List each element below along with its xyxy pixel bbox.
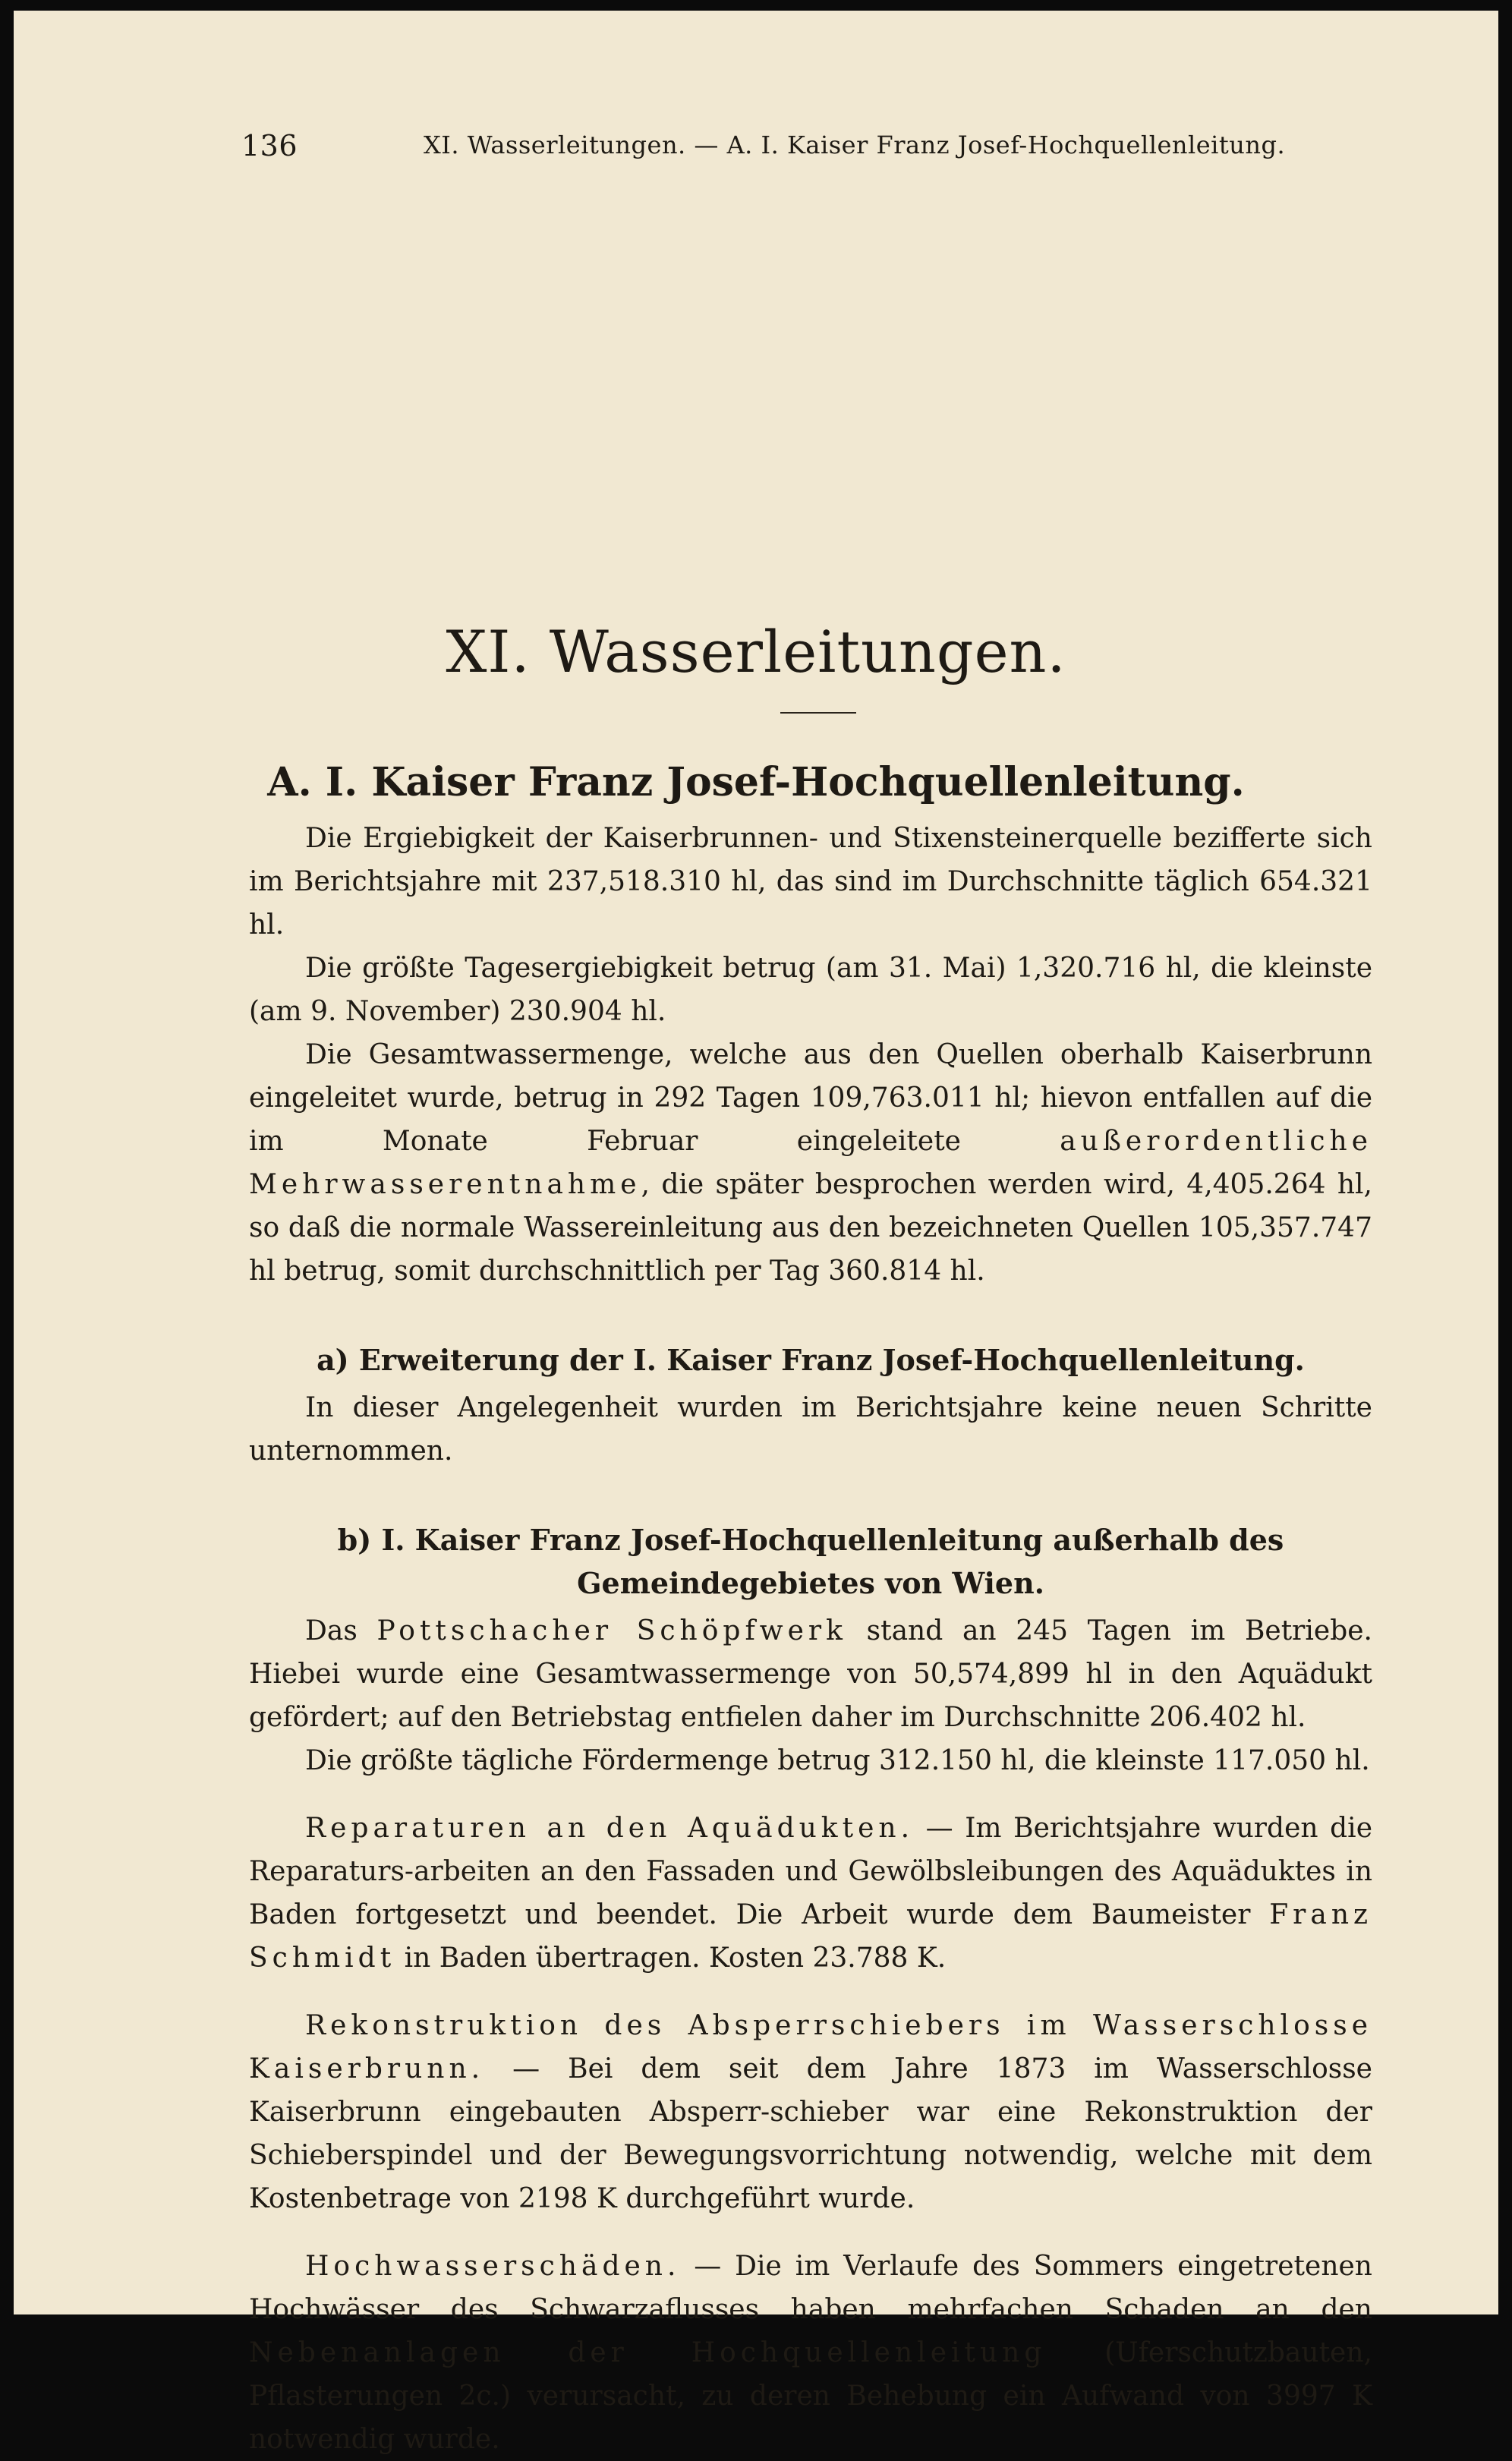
- spaced-text: Reparaturen an den Aquädukten.: [305, 1813, 915, 1844]
- spaced-text: Nebenanlagen der Hochquellenleitung: [249, 2337, 1047, 2368]
- text-run: — Im Berichtsjahre wurden die Reparaturs-arbeiten an den Fassaden und Gewölbsleibungen des Aquäduktes in Baden fortgesetzt und beendet. Die Arbeit wurde dem Baumeister: [249, 1813, 1372, 1930]
- paragraph-expansion: In dieser Angelegenheit wurden im Berichtsjahre keine neuen Schritte unternommen.: [249, 1392, 1372, 1467]
- paragraph-daily-output: Die größte tägliche Fördermenge betrug 312.150 hl, die kleinste 117.050 hl.: [305, 1745, 1370, 1776]
- text-run: Das: [305, 1615, 358, 1646]
- paragraph-pumping: [249, 1609, 1372, 1739]
- text-run: — Die im Verlaufe des Sommers eingetretenen Hochwässer des Schwarzaflusses haben mehrfachen Schaden an den: [249, 2251, 1372, 2325]
- spaced-text: außerordentliche Mehrwasserentnahme: [249, 1126, 1372, 1200]
- title-rule: [780, 712, 856, 714]
- paragraph-flood-damage: [249, 2245, 1372, 2461]
- spaced-text: Pottschacher Schöpfwerk: [376, 1615, 847, 1646]
- page-number: 136: [241, 129, 298, 162]
- text-run: Die Gesamtwassermenge, welche aus den Quellen oberhalb Kaiserbrunn eingeleitet wurde, betrug in 292 Tagen 109,763.011 hl; hievon entfallen auf die im Monate Februar eingeleitete: [249, 1039, 1372, 1157]
- paragraph-reconstruction: [249, 2004, 1372, 2220]
- paragraph-total: [249, 1033, 1372, 1293]
- spaced-text: Hochwasserschäden.: [305, 2251, 681, 2282]
- book-page: [14, 11, 1498, 2455]
- paragraph-yield: Die Ergiebigkeit der Kaiserbrunnen- und Stixensteinerquelle bezifferte sich im Berichtsjahre mit 237,518.310 hl, das sind im Durchschnitte täglich 654.321 hl.: [249, 823, 1372, 941]
- spaced-name: Franz Schmidt: [249, 1899, 1372, 1974]
- subheading-b: b) I. Kaiser Franz Josef-Hochquellenleitung außerhalb des Gemeindegebietes von Wien.: [337, 1523, 1284, 1600]
- text-run: — Bei dem seit dem Jahre 1873 im Wasserschlosse Kaiserbrunn eingebauten Absperr-schieber war eine Rekonstruktion der Schieberspindel und der Bewegungsvorrichtung notwendig, welche mit dem Kostenbetrage von 2198 K durchgeführt wurde.: [249, 2053, 1372, 2214]
- paragraph-repairs: [249, 1807, 1372, 1980]
- chapter-title: XI. Wasserleitungen.: [446, 618, 1066, 685]
- running-title: XI. Wasserleitungen. — A. I. Kaiser Franz Josef-Hochquellenleitung.: [424, 131, 1286, 159]
- text-run: (Uferschutzbauten, Pflasterungen 2c.) verursacht, zu deren Behebung ein Aufwand von 3997 K notwendig wurde.: [249, 2337, 1372, 2455]
- text-run: stand an 245 Tagen im Betriebe. Hiebei wurde eine Gesamtwassermenge von 50,574,899 hl in den Aquädukt gefördert; auf den Betriebstag entfielen daher im Durchschnitte 206.402 hl.: [249, 1615, 1372, 1733]
- section-title: A. I. Kaiser Franz Josef-Hochquellenleitung.: [267, 759, 1245, 805]
- text-run: , die später besprochen werden wird, 4,405.264 hl, so daß die normale Wassereinleitung aus den bezeichneten Quellen 105,357.747 hl betrug, somit durchschnittlich per Tag 360.814 hl.: [249, 1169, 1372, 1287]
- text-run: in Baden übertragen. Kosten 23.788 K.: [404, 1943, 947, 1974]
- paragraph-max-min: Die größte Tagesergiebigkeit betrug (am 31. Mai) 1,320.716 hl, die kleinste (am 9. November) 230.904 hl.: [249, 953, 1372, 1027]
- spaced-text: Rekonstruktion des Absperrschiebers im Wasserschlosse Kaiserbrunn.: [249, 2010, 1372, 2084]
- body-text: [249, 817, 1372, 2461]
- subheading-a: a) Erweiterung der I. Kaiser Franz Josef-Hochquellenleitung.: [317, 1343, 1305, 1377]
